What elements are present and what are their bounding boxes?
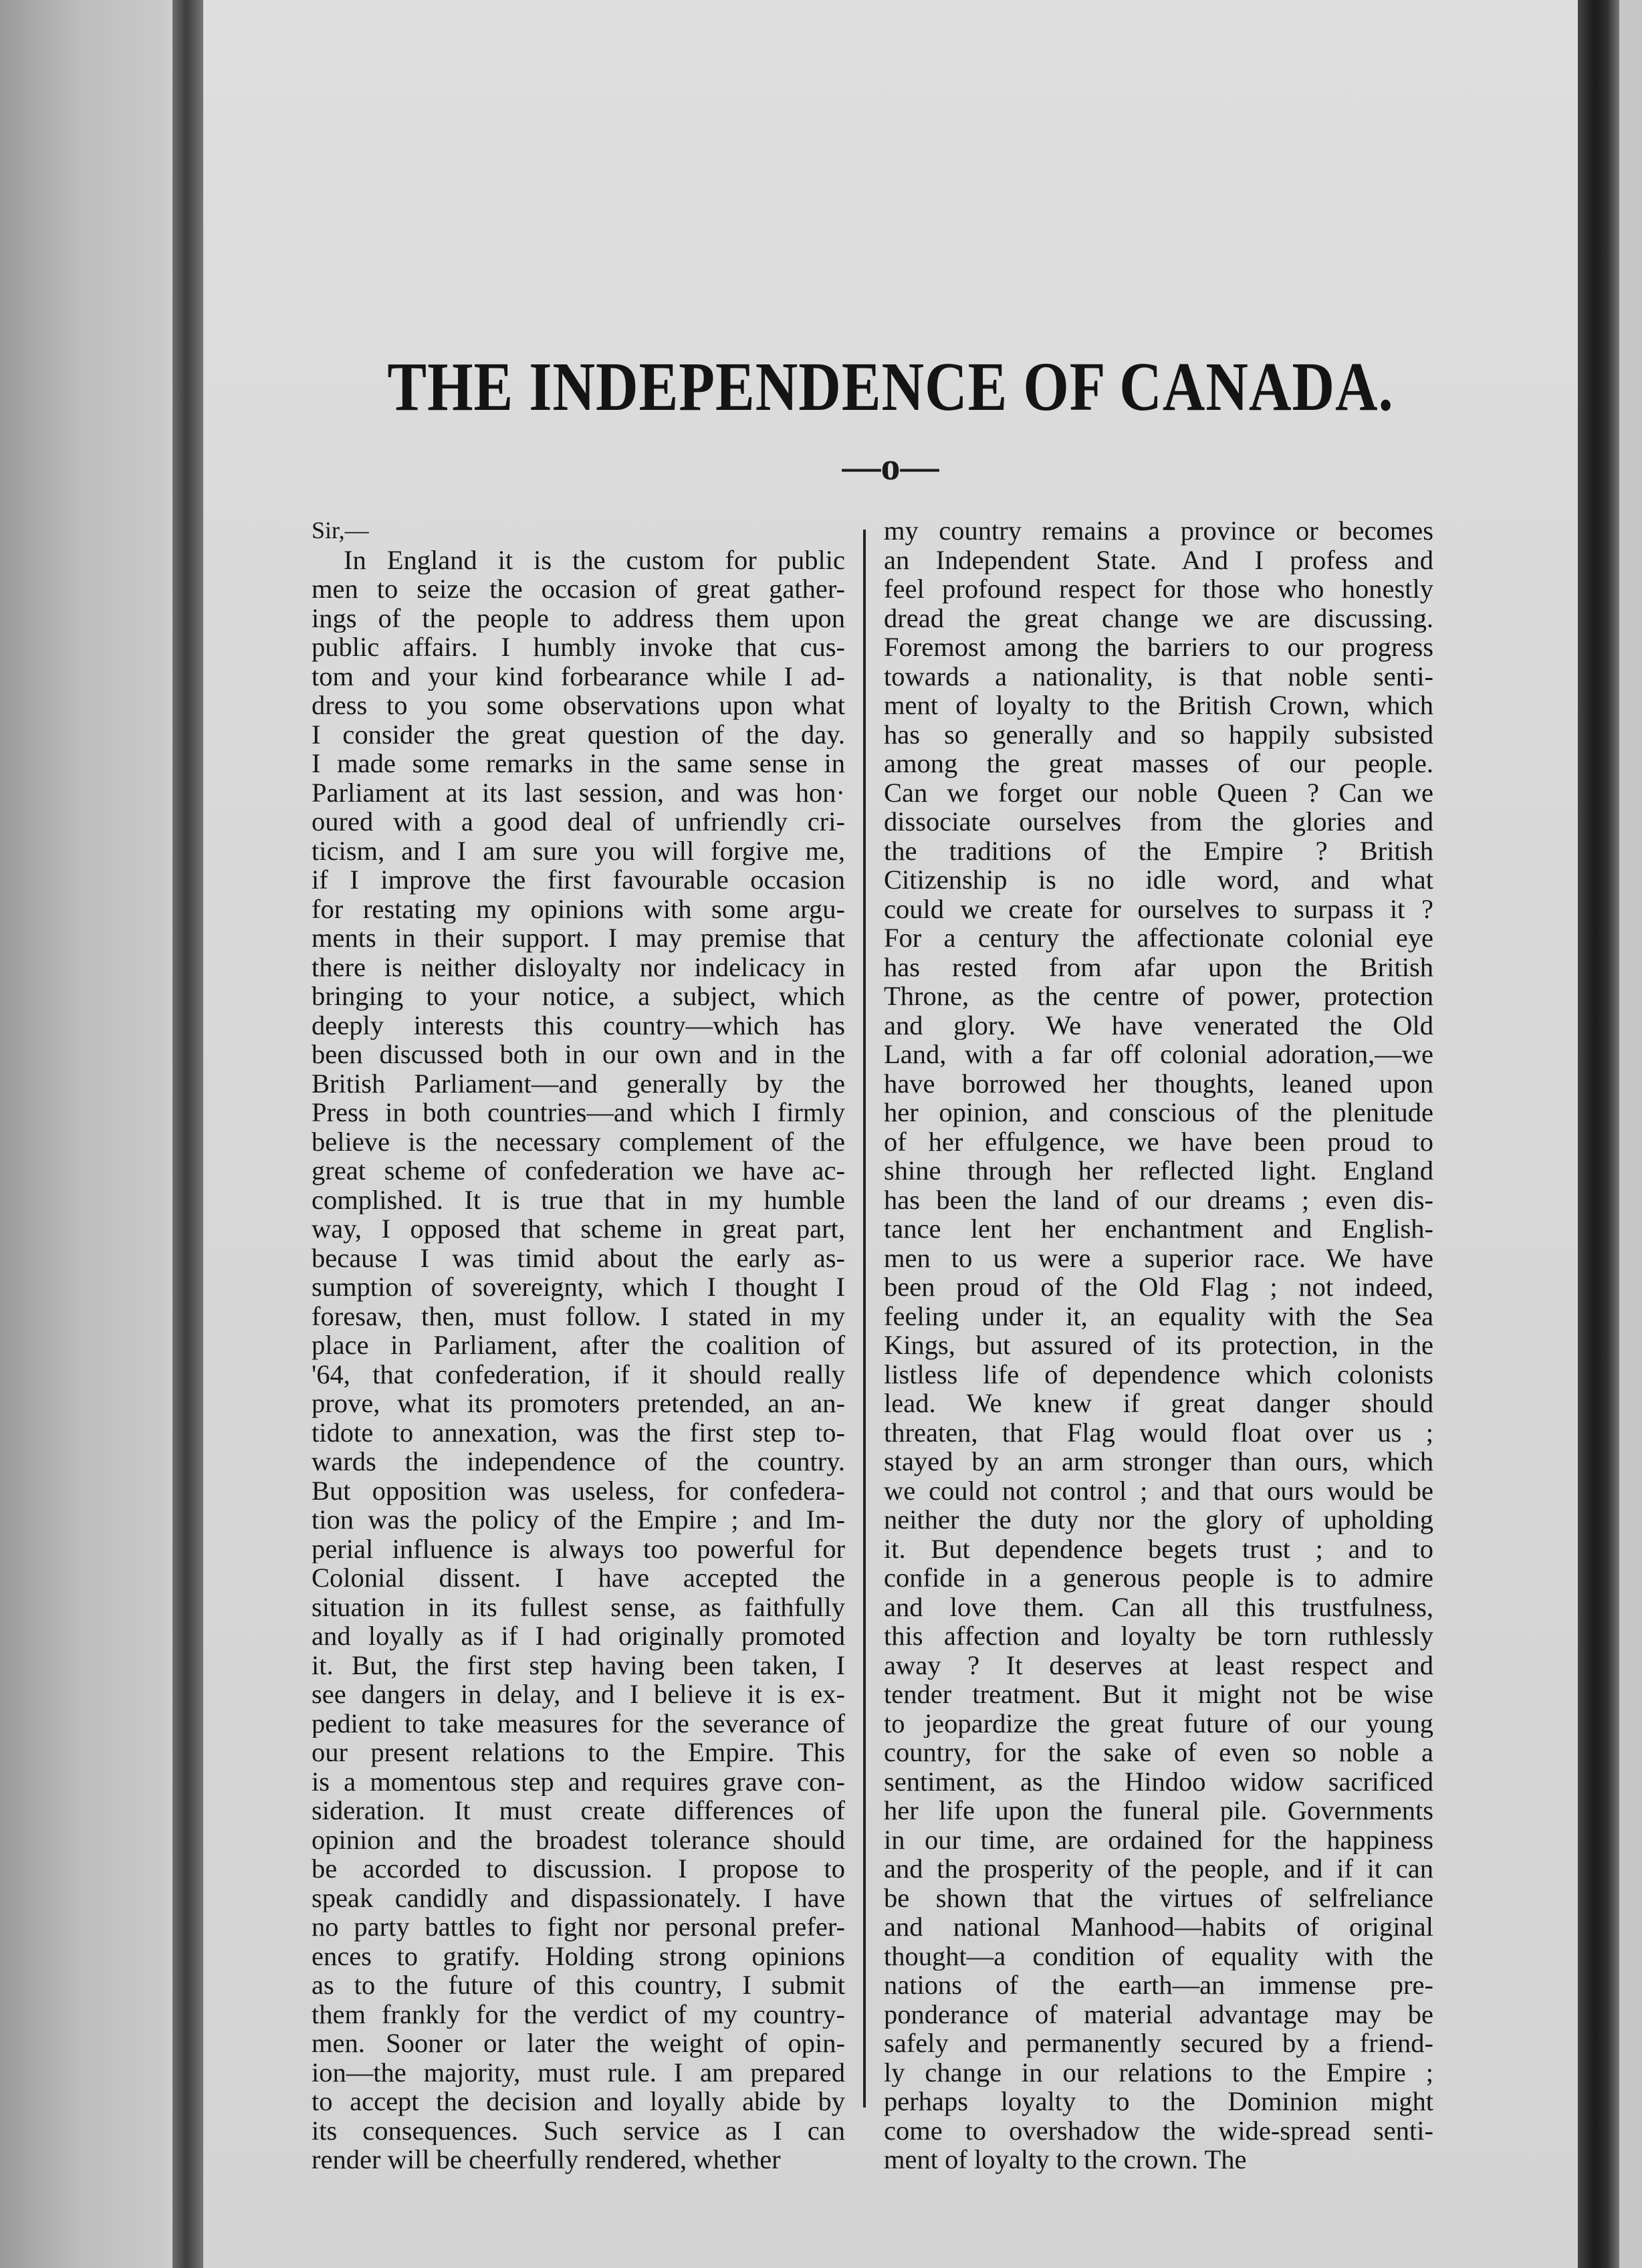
text-line: and loyally as if I had originally promoted [312,1621,845,1651]
text-line: ment of loyalty to the crown. The [884,2145,1247,2174]
text-line: dissociate ourselves from the glories and [884,807,1433,836]
text-line: I made some remarks in the same sense in [312,749,845,778]
text-line: ticism, and I am sure you will forgive me, [312,836,845,865]
text-line: threaten, that Flag would float over us ; [884,1418,1433,1447]
text-line: country, for the sake of even so noble a [884,1738,1433,1767]
text-line: it. But, the first step having been taken, I [312,1650,845,1680]
text-line: Throne, as the centre of power, protection [884,982,1433,1011]
text-line: pedient to take measures for the severance of [312,1708,845,1738]
text-line: its consequences. Such service as I can [312,2116,845,2145]
text-line: if I improve the first favourable occasion [312,865,845,895]
text-line: complished. It is true that in my humble [312,1185,845,1214]
text-line: be shown that the virtues of selfreliance [884,1883,1433,1912]
text-line: bringing to your notice, a subject, which [312,982,845,1011]
text-line: men. Sooner or later the weight of opin- [312,2029,845,2058]
text-line: no party battles to fight nor personal prefer- [312,1912,845,1942]
text-line: and national Manhood—habits of original [884,1912,1433,1942]
text-line: safely and permanently secured by a friend- [884,2029,1433,2058]
text-line: Press in both countries—and which I firmly [312,1098,845,1127]
text-line: her opinion, and conscious of the plenitude [884,1098,1433,1127]
text-line: been proud of the Old Flag ; not indeed, [884,1272,1433,1302]
text-line: her life upon the funeral pile. Governments [884,1796,1433,1825]
text-line: them frankly for the verdict of my country- [312,1999,845,2029]
text-line: have borrowed her thoughts, leaned upon [884,1068,1433,1098]
text-line: public affairs. I humbly invoke that cus- [312,633,845,662]
text-line: our present relations to the Empire. This [312,1738,845,1767]
text-line: to jeopardize the great future of our young [884,1708,1433,1738]
text-line: could we create for ourselves to surpass it ? [884,894,1433,923]
text-line: nations of the earth—an immense pre- [884,1970,1433,2000]
text-line: perhaps loyalty to the Dominion might [884,2087,1433,2116]
text-line: men to seize the occasion of great gather- [312,574,845,604]
text-line: ion—the majority, must rule. I am prepared [312,2057,845,2087]
text-line: ings of the people to address them upon [312,603,845,633]
text-line: render will be cheerfully rendered, whether [312,2145,781,2174]
text-line: has so generally and so happily subsisted [884,719,1433,749]
text-line: In England it is the custom for public [344,545,845,574]
page-title: THE INDEPENDENCE OF CANADA. [387,349,1394,426]
text-line: been discussed both in our own and in the [312,1040,845,1069]
text-line: has rested from afar upon the British [884,952,1433,982]
text-line: speak candidly and dispassionately. I have [312,1883,845,1912]
text-line: thought—a condition of equality with the [884,1941,1433,1970]
text-line: Can we forget our noble Queen ? Can we [884,778,1433,807]
text-line: ments in their support. I may premise that [312,923,845,953]
text-line: oured with a good deal of unfriendly cri- [312,807,845,836]
text-line: shine through her reflected light. England [884,1156,1433,1185]
text-line: ment of loyalty to the British Crown, which [884,691,1433,720]
text-line: this affection and loyalty be torn ruthlessly [884,1621,1433,1651]
text-line: because I was timid about the early as- [312,1243,845,1272]
binding-shadow-right [1578,0,1619,2268]
text-line: sentiment, as the Hindoo widow sacrificed [884,1767,1433,1796]
text-line: situation in its fullest sense, as faithfully [312,1592,845,1621]
text-line: and glory. We have venerated the Old [884,1010,1433,1040]
text-line: Citizenship is no idle word, and what [884,865,1433,895]
text-line: has been the land of our dreams ; even dis- [884,1185,1433,1214]
text-line: dress to you some observations upon what [312,691,845,720]
text-line: the traditions of the Empire ? British [884,836,1433,865]
text-line: neither the duty nor the glory of upholding [884,1505,1433,1535]
salutation: Sir,— [312,517,369,544]
text-line: my country remains a province or becomes [884,516,1433,546]
text-line: an Independent State. And I profess and [884,545,1433,574]
text-line: sideration. It must create differences of [312,1796,845,1825]
text-line: opinion and the broadest tolerance should [312,1825,845,1854]
text-line: feel profound respect for those who honestly [884,574,1433,604]
text-line: Kings, but assured of its protection, in the [884,1331,1433,1360]
text-line: ponderance of material advantage may be [884,1999,1433,2029]
text-line: Colonial dissent. I have accepted the [312,1563,845,1593]
text-line: listless life of dependence which colonists [884,1359,1433,1389]
text-line: But opposition was useless, for confedera- [312,1476,845,1505]
text-line: great scheme of confederation we have ac- [312,1156,845,1185]
text-line: be accorded to discussion. I propose to [312,1854,845,1884]
text-line: we could not control ; and that ours would be [884,1476,1433,1505]
text-line: perial influence is always too powerful for [312,1534,845,1563]
text-line: For a century the affectionate colonial eye [884,923,1433,953]
text-column-left [312,516,845,2174]
text-line: for restating my opinions with some argu- [312,894,845,923]
text-line: dread the great change we are discussing. [884,603,1433,633]
text-line: among the great masses of our people. [884,749,1433,778]
text-line: is a momentous step and requires grave con- [312,1767,845,1796]
text-line: foresaw, then, must follow. I stated in my [312,1301,845,1331]
text-line: place in Parliament, after the coalition of [312,1331,845,1360]
text-line: tion was the policy of the Empire ; and Im- [312,1505,845,1535]
text-line: stayed by an arm stronger than ours, which [884,1447,1433,1476]
right-column-lines [884,516,1433,2174]
text-line: and love them. Can all this trustfulness, [884,1592,1433,1621]
text-line: I consider the great question of the day. [312,719,845,749]
text-line: way, I opposed that scheme in great part, [312,1214,845,1244]
text-line: Foremost among the barriers to our progress [884,633,1433,662]
title-ornament: —o— [842,445,939,488]
left-column-lines [312,546,845,2174]
text-line: come to overshadow the wide-spread senti- [884,2116,1433,2145]
text-line: British Parliament—and generally by the [312,1068,845,1098]
text-line: deeply interests this country—which has [312,1010,845,1040]
text-line: feeling under it, an equality with the Sea [884,1301,1433,1331]
text-line: towards a nationality, is that noble senti- [884,661,1433,691]
text-line: tance lent her enchantment and English- [884,1214,1433,1244]
text-line: lead. We knew if great danger should [884,1389,1433,1418]
text-line: see dangers in delay, and I believe it is ex- [312,1680,845,1709]
text-line: tom and your kind forbearance while I ad- [312,661,845,691]
text-column-right [884,516,1433,2174]
text-line: prove, what its promoters pretended, an an- [312,1389,845,1418]
text-line: Land, with a far off colonial adoration,—we [884,1040,1433,1069]
text-line: ly change in our relations to the Empire ; [884,2057,1433,2087]
text-line: it. But dependence begets trust ; and to [884,1534,1433,1563]
column-divider [863,530,866,2108]
text-line: tidote to annexation, was the first step to- [312,1418,845,1447]
text-line: in our time, are ordained for the happiness [884,1825,1433,1854]
binding-shadow-left [172,0,203,2268]
text-line: as to the future of this country, I submit [312,1970,845,2000]
text-line: tender treatment. But it might not be wise [884,1680,1433,1709]
text-line: to accept the decision and loyally abide by [312,2087,845,2116]
text-line: Parliament at its last session, and was hon· [312,778,845,807]
page-edge-right [1619,0,1642,2268]
text-line: '64, that confederation, if it should really [312,1359,845,1389]
text-line: men to us were a superior race. We have [884,1243,1433,1272]
text-line: sumption of sovereignty, which I thought I [312,1272,845,1302]
text-line: wards the independence of the country. [312,1447,845,1476]
text-line: ences to gratify. Holding strong opinions [312,1941,845,1970]
text-line: believe is the necessary complement of the [312,1127,845,1156]
text-line: confide in a generous people is to admire [884,1563,1433,1593]
text-line: and the prosperity of the people, and if it can [884,1854,1433,1884]
text-line: there is neither disloyalty nor indelicacy in [312,952,845,982]
text-line: away ? It deserves at least respect and [884,1650,1433,1680]
text-line: of her effulgence, we have been proud to [884,1127,1433,1156]
